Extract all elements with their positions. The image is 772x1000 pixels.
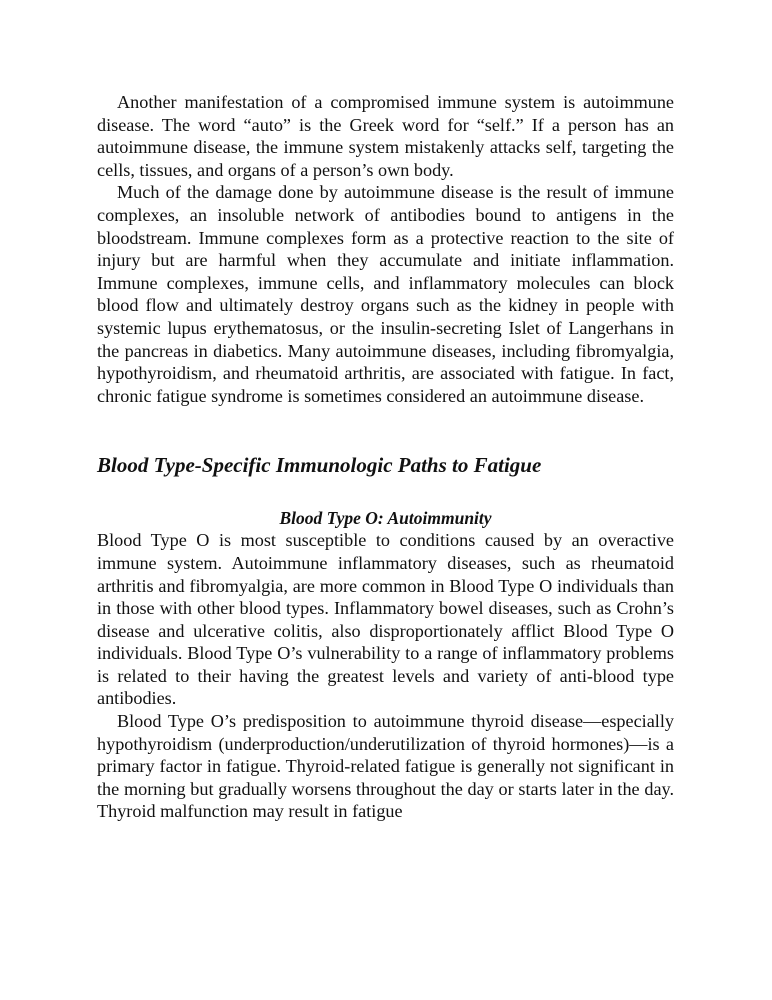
subsection-heading: Blood Type O: Autoimmunity: [279, 508, 492, 529]
body-paragraph-type-o-overactive: Blood Type O is most susceptible to conditions caused by an overactive immune system. Autoimmune inflammatory diseases, such as rheumatoid arthritis and fibromyalgia, are more common in Blood Type O individuals than in those with other blood types. Inflammatory bowel diseases, such as Crohn’s disease and ulcerative colitis, also disproportionately afflict Blood Type O individuals. Blood Type O’s vulnerability to a range of inflammatory problems is related to their having the greatest levels and variety of anti-blood type antibodies.: [97, 530, 674, 709]
document-page: [97, 91, 674, 823]
body-paragraph-type-o-thyroid: Blood Type O’s predisposition to autoimmune thyroid disease—especially hypothyroidism (underproduction/underutilization of thyroid hormones)—is a primary factor in fatigue. Thyroid-related fatigue is generally not significant in the morning but gradually worsens throughout the day or starts later in the day. Thyroid malfunction may result in fatigue: [97, 711, 674, 822]
section-heading: Blood Type-Specific Immunologic Paths to Fatigue: [97, 453, 542, 478]
body-paragraph-immune-complexes: Much of the damage done by autoimmune disease is the result of immune complexes, an insoluble network of antibodies bound to antigens in the bloodstream. Immune complexes form as a protective reaction to the site of injury but are harmful when they accumulate and initiate inflammation. Immune complexes, immune cells, and inflammatory molecules can block blood flow and ultimately destroy organs such as the kidney in people with systemic lupus erythematosus, or the insulin-secreting Islet of Langerhans in the pancreas in diabetics. Many autoimmune diseases, including fibromyalgia, hypothyroidism, and rheumatoid arthritis, are associated with fatigue. In fact, chronic fatigue syndrome is sometimes considered an autoimmune disease.: [97, 182, 674, 406]
body-paragraph-autoimmune-intro: Another manifestation of a compromised immune system is autoimmune disease. The word “auto” is the Greek word for “self.” If a person has an autoimmune disease, the immune system mistakenly attacks self, targeting the cells, tissues, and organs of a person’s own body.: [97, 92, 674, 180]
